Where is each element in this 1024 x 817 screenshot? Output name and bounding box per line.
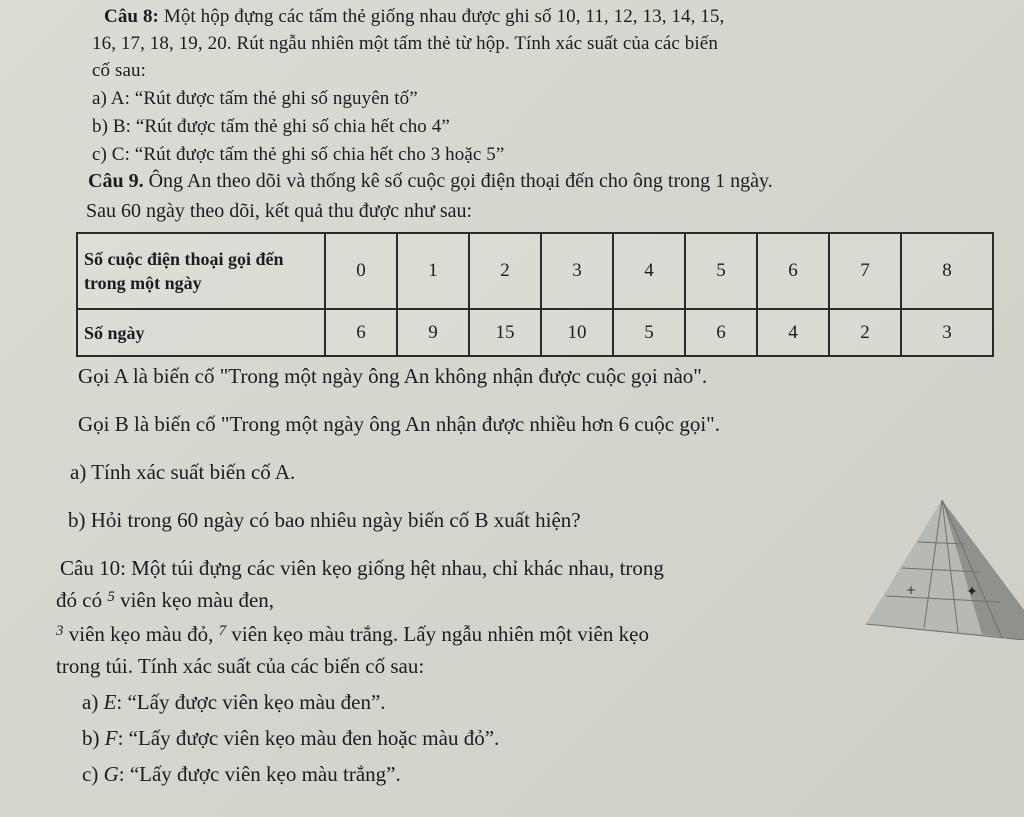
table-cell-days: 6 (325, 309, 397, 356)
q10-text-2a: đó có (56, 588, 108, 612)
table-header-calls: Số cuộc điện thoại gọi đến trong một ngày (77, 233, 325, 309)
q10-line-1: Câu 10: Một túi đựng các viên kẹo giống hệt nhau, chỉ khác nhau, trong (60, 556, 664, 580)
q10-line-4: trong túi. Tính xác suất của các biến cố sau: (56, 654, 425, 678)
q9-text-1: Ông An theo dõi và thống kê số cuộc gọi điện thoại đến cho ông trong 1 ngày. (143, 170, 773, 192)
q10-part-a-prefix: a) (82, 690, 104, 714)
table-cell-call: 7 (829, 233, 901, 309)
table-cell-days: 4 (757, 309, 829, 356)
q10-line-2 (56, 588, 274, 613)
event-f: F (104, 726, 118, 750)
table-row-calls (77, 233, 993, 309)
table-cell-days: 6 (685, 309, 757, 356)
table-cell-days: 15 (469, 309, 541, 356)
table-cell-days: 5 (613, 309, 685, 356)
q9-part-a: a) Tính xác suất biến cố A. (70, 460, 296, 484)
q10-part-b-prefix: b) (82, 726, 105, 750)
q8-line-1 (104, 6, 724, 28)
q9-line-2: Sau 60 ngày theo dõi, kết quả thu được như sau: (86, 200, 473, 222)
q9-event-a: Gọi A là biến cố "Trong một ngày ông An không nhận được cuộc gọi nào". (78, 364, 708, 388)
event-e: E (103, 690, 117, 714)
table-cell-call: 2 (469, 233, 541, 309)
q9-line-1 (88, 170, 773, 193)
table-cell-call: 3 (541, 233, 613, 309)
q8-part-b: b) B: “Rút được tấm thẻ ghi số chia hết cho 4” (92, 116, 450, 137)
q10-text-3a: viên kẹo màu đỏ, (63, 622, 219, 646)
q9-part-b: b) Hỏi trong 60 ngày có bao nhiêu ngày biến cố B xuất hiện? (68, 508, 581, 532)
q8-text-1: Một hộp đựng các tấm thẻ giống nhau được ghi số 10, 11, 12, 13, 14, 15, (158, 6, 725, 27)
table-cell-call: 8 (901, 233, 993, 309)
svg-text:+: + (906, 583, 917, 597)
table-cell-call: 5 (685, 233, 757, 309)
table-cell-days: 10 (541, 309, 613, 356)
table-cell-call: 0 (325, 233, 397, 309)
white-count: 7 (218, 623, 227, 639)
q10-part-a-text: : “Lấy được viên kẹo màu đen”. (116, 690, 386, 714)
pyramid-puzzle-image (862, 498, 1024, 640)
q10-part-a (82, 690, 386, 715)
q9-label: Câu 9. (88, 170, 144, 192)
q8-line-3: cố sau: (92, 60, 146, 81)
q8-label: Câu 8: (104, 6, 159, 27)
table-cell-days: 3 (901, 309, 993, 356)
table-cell-call: 6 (757, 233, 829, 309)
q9-event-b: Gọi B là biến cố "Trong một ngày ông An nhận được nhiều hơn 6 cuộc gọi". (78, 412, 720, 436)
frequency-table (76, 232, 994, 357)
svg-text:✦: ✦ (966, 584, 978, 600)
black-count: 5 (107, 589, 115, 605)
event-g: G (103, 762, 119, 786)
table-header-days: Số ngày (77, 309, 325, 356)
q8-part-a: a) A: “Rút được tấm thẻ ghi số nguyên tố” (92, 88, 418, 109)
table-cell-days: 2 (829, 309, 901, 356)
q10-part-c (82, 762, 401, 787)
q10-part-c-text: : “Lấy được viên kẹo màu trắng”. (118, 762, 401, 786)
q8-line-2: 16, 17, 18, 19, 20. Rút ngẫu nhiên một tấm thẻ từ hộp. Tính xác suất của các biến (92, 33, 718, 54)
q10-text-2b: viên kẹo màu đen, (114, 588, 275, 612)
table-row-days (77, 309, 993, 356)
q8-part-c: c) C: “Rút được tấm thẻ ghi số chia hết cho 3 hoặc 5” (92, 144, 505, 165)
q10-text-3b: viên kẹo màu trắng. Lấy ngẫu nhiên một viên kẹo (226, 622, 649, 646)
table-cell-call: 1 (397, 233, 469, 309)
red-count: 3 (56, 623, 64, 639)
q10-part-b-text: : “Lấy được viên kẹo màu đen hoặc màu đỏ”. (117, 726, 500, 750)
table-cell-days: 9 (397, 309, 469, 356)
q10-part-b (82, 726, 499, 751)
q10-part-c-prefix: c) (82, 762, 104, 786)
q10-line-3 (56, 622, 649, 647)
table-cell-call: 4 (613, 233, 685, 309)
